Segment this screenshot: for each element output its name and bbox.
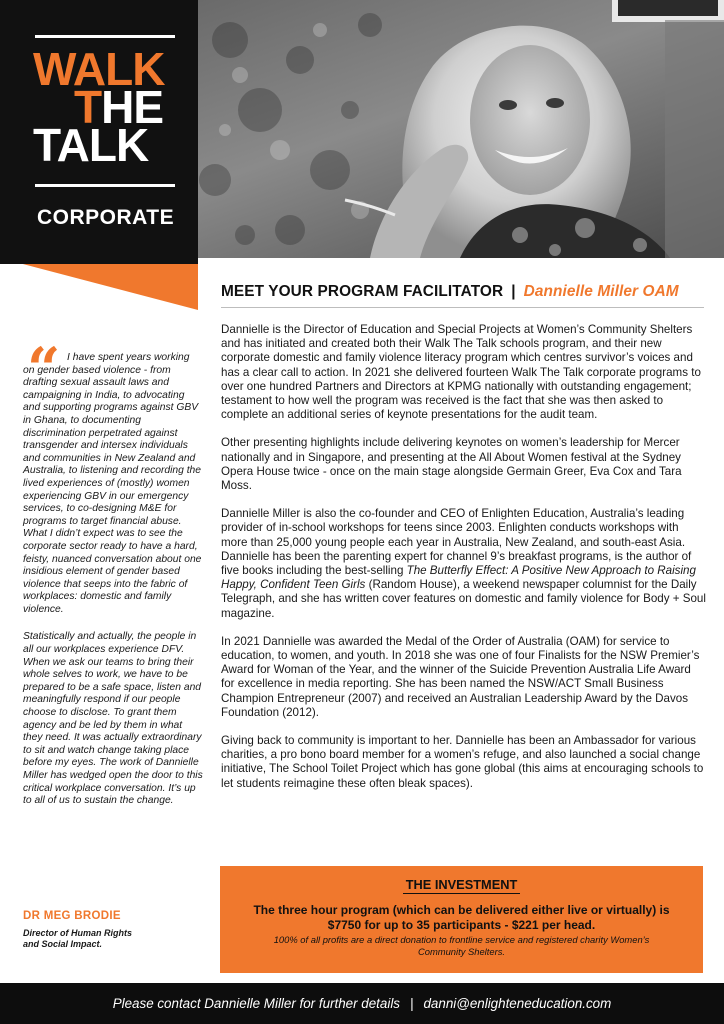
heading-separator: |: [511, 283, 516, 300]
bio-paragraph-3-text: Dannielle Miller is also the co-founder and CEO of Enlighten Education, Australia’s leading provider of in-school workshops for teens since 2003. Enlighten conducts workshops with more than 25,000 young people each year in Australia, New Zealand, and south-east Asia. Dannielle has been the parenting expert for channel 9’s breakfast programs, is the author of five books including the best-selling: [221, 507, 692, 578]
brand-word-the: THE: [74, 81, 164, 133]
heading-divider: [221, 307, 704, 308]
testimonial-paragraph-2: Statistically and actually, the people in all our workplaces experience DFV. When we ask our teams to bring their whole selves to work, we have to be prepared to be a safe space, listen and meaningfully respond if our people choose to disclose. To grant them agency and be led by them in what they need. It was actually extraordinary to sit and watch change taking place before my eyes. The work of Dannielle Miller has wedged open the door to this critical workplace conversation. It’s up to all of us to sustain the change.: [23, 631, 203, 807]
book-title: The Butterfly Effect: A Positive New Approach to Raising Happy, Confident Teen Girls: [221, 564, 696, 592]
bio-paragraph-2: Other presenting highlights include delivering keynotes on women’s leadership for Mercer nationally and in Singapore, and presenting at the All About Women festival at the Sydney Opera House twice - once on the main stage alongside Germain Greer, Eva Cox and Tara Moss.: [221, 436, 682, 493]
section-heading: [221, 283, 679, 301]
bio-paragraph-5: Giving back to community is important to her. Dannielle has been an Ambassador for various charities, a pro bono board member for a women’s refuge, and also launched a social change initiative, The School Toilet Project which has gone global (this aims at encouraging schools to let students reimagine these often bleak spaces).: [221, 734, 704, 790]
bio-body: [221, 323, 707, 805]
open-quote-icon: “: [27, 335, 61, 403]
investment-box: [220, 866, 703, 973]
testimonial-author: DR MEG BRODIE: [23, 910, 121, 922]
footer-separator: |: [410, 996, 414, 1011]
heading-title: MEET YOUR PROGRAM FACILITATOR: [221, 283, 504, 300]
footer-contact-text: Please contact Dannielle Miller for further details: [112, 996, 400, 1011]
bio-paragraph-4: In 2021 Dannielle was awarded the Medal of the Order of Australia (OAM) for service to education, to women, and youth. In 2018 she was one of four Finalists for the NSW Premier’s Award for Woman of the Year, and the winner of the Suicide Prevention Australia Life Award for excellence in media reporting. She has been named the NSW/ACT Small Business Champion Entrepreneur (2007) and received an Australian Leadership Award by the Davos Foundation (2012).: [221, 634, 700, 719]
facilitator-name: Dannielle Miller OAM: [523, 283, 679, 300]
investment-title: THE INVESTMENT: [220, 877, 703, 892]
contact-footer: [0, 983, 724, 1024]
investment-note: 100% of all profits are a direct donation to frontline service and registered charity Women’s Community Shelters.: [273, 934, 650, 957]
brand-subtitle: CORPORATE: [37, 206, 175, 229]
brand-word-talk: TALK: [33, 119, 149, 171]
bio-paragraph-1: Dannielle is the Director of Education and Special Projects at Women’s Community Shelters and has initiated and created both their Walk The Talk schools program, and their new corporate domestic and family violence literacy program which centres survivor’s voices and has a clear call to action. In 2021 she delivered fourteen Walk The Talk corporate programs to over one hundred Partners and Directors at KPMG nationally with outstanding engagement; testament to how well the program was received is the fact that she was then asked to complete an additional series of keynote presentations for the audit team.: [221, 323, 701, 422]
bio-paragraph-3: [221, 507, 707, 621]
brand-top-rule: [35, 35, 175, 38]
brand-mid-rule: [35, 184, 175, 187]
testimonial-paragraph-1: I have spent years working on gender based violence - from drafting sexual assault laws and campaigning in India, to advocating and supporting programs against GBV in Ghana, to documenting discrimination perpetrated against transgender and intersex individuals and communities in New Zealand and Australia, to listening and recording the lived experiences of (mostly) women experiencing GBV in our emergency services, to co-designing M&E for programs to target financial abuse. What I didn’t expect was to see the corporate sector ready to have a hard, feisty, nuanced conversation about one insidious element of gender based violence that seeps into the fabric of workplaces: domestic and family violence.: [23, 352, 202, 615]
bio-paragraph-3-tail: (Random House), a weekend newspaper columnist for the Daily Telegraph, and she has written cover features on domestic and family violence for Body + Soul magazine.: [221, 578, 706, 620]
testimonial: [23, 335, 203, 808]
testimonial-author-role: Director of Human Rights and Social Impact.: [23, 928, 133, 949]
brand-word-walk: WALK: [33, 43, 165, 95]
footer-email-link[interactable]: danni@enlighteneducation.com: [423, 996, 612, 1011]
orange-accent-wedge: [0, 258, 198, 310]
investment-price: The three hour program (which can be delivered either live or virtually) is $7750 for up to 35 participants - $221 per head.: [253, 903, 670, 932]
brand-panel: [0, 0, 198, 258]
hero-banner: [0, 0, 724, 258]
